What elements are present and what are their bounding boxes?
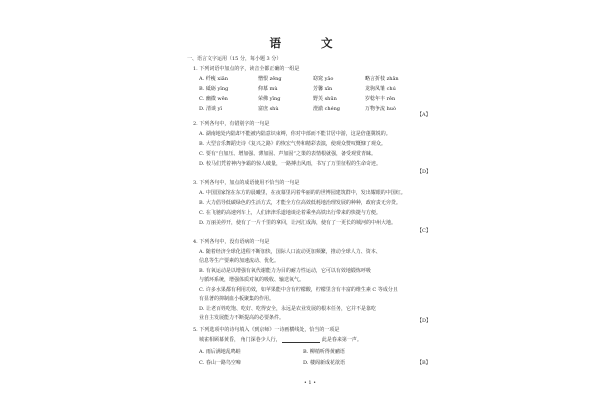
q3-option-c: C. 在飞驰的高速列车上，人们津津乐道地谈论着乘坐高铁出行带来的快捷与方便。 [199,210,381,216]
page-number: • 1 • [303,380,317,386]
q1-option-d2: 富庶 shù [258,106,279,112]
q4-option-b-line2: 与循环系统，增强体质对氧的吸收、输送氧气。 [199,277,305,283]
q5-poem-blank [282,338,320,343]
q1-option-b4: 龙驹凤雏 chú [365,86,396,92]
q1-option-b2: 仰慕 mù [258,86,278,92]
q5-poem-right: 此是春来第一声。 [321,337,362,343]
q1-option-b3: 芳馨 xīn [313,86,333,92]
q2-option-a: A. 湖南地处内陆却不能被内陆意识束缚，你对中部而不能甘居中游，这是倍蓬冀锐的。 [199,131,391,137]
q1-option-d4: 万物争流 huò [365,106,397,112]
q4-option-b-line1: B. 有氧运动是以增强有氧代谢能力为目的耐力性运动，它可以有效地锻炼呼吸 [199,268,371,274]
q1-option-b1: B. 砥砺 yǐng [199,86,229,92]
q2-option-b: B. 大型音乐舞蹈史诗《复兴之路》的恢宏气势和精彩表演，使观众赞叹慨慷了观众。 [199,141,386,147]
question-5-stem: 5. 下列选项中的诗句填入《到京师》一诗画横线处，恰当的一项是 [193,327,340,333]
q1-option-c3: 野芙 shūn [313,96,337,102]
q1-answer: 【A】 [417,112,431,118]
question-4-stem: 4. 下列各句中，没有语病的一句是 [193,239,270,245]
q5-option-a: A. 雨后满地乱鸣蛙 [199,349,241,355]
q1-option-a3: 窈窕 yǎo [313,76,334,82]
q3-option-d: D. 万丽美停开，使有了一片千里的拿回，让河汇成海，使有了一更长的城河的中州大地。 [199,220,397,226]
q2-answer: 【D】 [417,169,432,175]
page-title: 语 文 [269,36,351,50]
q5-poem-mid: 角门深巷少人行， [240,337,281,343]
exam-page [185,30,435,392]
question-2-stem: 2. 下列各句中，有错别字的一句是 [193,121,270,127]
q4-option-c-line1: C. 许多水果都有利用功效，如苹果能中含有柠檬酸，柠檬里含有丰富的维生素 C 等成分且 [199,287,398,293]
q5-answer: 【B】 [417,360,431,366]
q1-option-d3: 澄澈 chéng [313,106,340,112]
q4-option-c-line2: 有显著的抑制血小板聚集的作用。 [199,296,275,302]
q3-option-a: A. 中国国家馆在东方的晨曦里，在夜幕里闪着华丽的的世博园建筑群中，发出耀眼的中国红。 [199,190,406,196]
q1-option-c1: C. 幽微 wēn [199,96,228,102]
q1-option-a2: 憎恨 zēng [258,76,282,82]
q1-option-a1: A. 纤瘦 xiān [199,76,228,82]
question-3-stem: 3. 下列各句中，加点的成语使用不恰当的一句是 [193,180,300,186]
q5-option-c: C. 春山一路鸟空啼 [199,360,241,366]
q1-option-c4: 岁稔年丰 rěn [365,96,396,102]
q4-answer: 【D】 [417,318,432,324]
q3-option-b: B. 大力倡导低碳绿色的生活方式，才能全方位高效低耗地治理发展的种种，政府责无旁贷。 [199,200,401,206]
q4-option-d-line2: 业自主发展能力不断提高的必要条件。 [199,315,285,321]
q4-option-a-line1: A. 随着经济全球化进程不断加快，国际人口流动更加频繁，推动全球人力、资本、 [199,249,381,255]
q5-option-b: B. 柳梢听得黄鹂语 [303,349,345,355]
q5-poem [199,337,362,343]
q1-option-d1: D. 清谈 yǐ [199,106,223,112]
q1-option-c2: 荣佛 yīng [258,96,281,102]
q5-poem-left: 城雀相顾幕黄昏， [199,337,240,343]
section-heading: 一、语言文字运用（15 分，每小题 3 分） [187,56,282,62]
q5-option-d: D. 楼阁新成花欲语 [303,360,346,366]
q4-option-d-line1: D. 让老百姓吃饱、吃好、吃得安全，永远是农业发展的根本任务，它并不是靠吃 [199,306,377,312]
question-1-stem: 1. 下列词语中加点的字，读音全都正确的一组是 [193,66,300,72]
q1-option-a4: 略言折枝 zhān [365,76,399,82]
q3-answer: 【C】 [417,228,431,234]
q4-option-a-line2: 信息等生产要素的加速流动、优化。 [199,258,280,264]
q2-option-c: C. 要有“自加压、增加强、薄加固、声加固”之策的表情根就强，备受观赏青睐。 [199,151,376,157]
q2-option-d: D. 校马们凭着神内争霸的惊人破量，一路搏击风雨，书写了万里征程的生命奇迹。 [199,161,382,167]
